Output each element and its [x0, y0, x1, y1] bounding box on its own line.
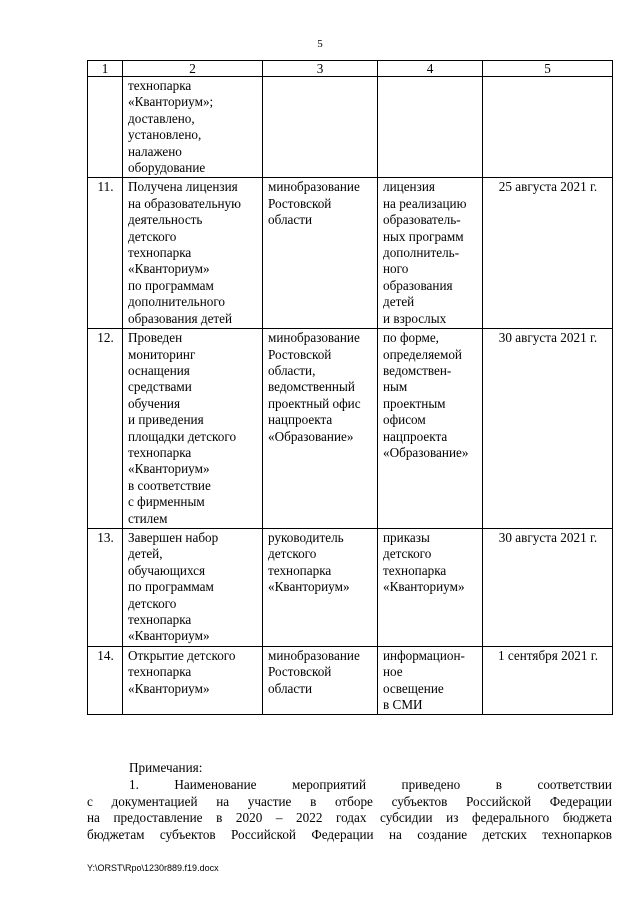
notes-section: [87, 760, 612, 844]
column-header: 5: [483, 61, 613, 77]
notes-title: Примечания:: [129, 760, 203, 775]
row-number: 13.: [88, 528, 123, 646]
event-cell: Завершен набор детей, обучающихся по программам детского технопарка «Кванториум»: [123, 528, 263, 646]
event-cell: технопарка «Кванториум»; доставлено, установлено, налажено оборудование: [123, 77, 263, 178]
responsible-cell: минобразование Ростовской области, ведомственный проектный офис нацпроекта «Образование»: [263, 329, 378, 529]
event-cell: Проведен мониторинг оснащения средствами обучения и приведения площадки детского технопарка «Кванториум» в соответствие с фирменным стилем: [123, 329, 263, 529]
document-cell: приказы детского технопарка «Кванториум»: [378, 528, 483, 646]
responsible-cell: руководитель детского технопарка «Кванториум»: [263, 528, 378, 646]
file-path-footer: Y:\ORST\Rpo\1230r889.f19.docx: [87, 863, 219, 873]
table-header-row: [88, 61, 613, 77]
table-row: [88, 646, 613, 715]
date-cell: [483, 77, 613, 178]
date-cell: 25 августа 2021 г.: [483, 178, 613, 329]
table-row: [88, 178, 613, 329]
event-cell: Открытие детского технопарка «Кванториум»: [123, 646, 263, 715]
responsible-cell: [263, 77, 378, 178]
column-header: 4: [378, 61, 483, 77]
column-header: 3: [263, 61, 378, 77]
row-number: [88, 77, 123, 178]
table-row: [88, 77, 613, 178]
note-line: на предоставление в 2020 – 2022 годах субсидии из федерального бюджета: [87, 810, 612, 826]
event-cell: Получена лицензия на образовательную деятельность детского технопарка «Кванториум» по программам дополнительного образования детей: [123, 178, 263, 329]
document-cell: информацион- ное освещение в СМИ: [378, 646, 483, 715]
events-table: [87, 60, 613, 715]
responsible-cell: минобразование Ростовской области: [263, 178, 378, 329]
document-cell: лицензия на реализацию образователь- ных программ дополнитель- ного образования детей и взрослых: [378, 178, 483, 329]
column-header: 1: [88, 61, 123, 77]
row-number: 11.: [88, 178, 123, 329]
responsible-cell: минобразование Ростовской области: [263, 646, 378, 715]
note-line: бюджетам субъектов Российской Федерации на создание детских технопарков: [87, 827, 612, 843]
document-cell: по форме, определяемой ведомствен- ным проектным офисом нацпроекта «Образование»: [378, 329, 483, 529]
table-row: [88, 528, 613, 646]
table-row: [88, 329, 613, 529]
date-cell: 30 августа 2021 г.: [483, 329, 613, 529]
column-header: 2: [123, 61, 263, 77]
note-line: с документацией на участие в отборе субъектов Российской Федерации: [87, 793, 612, 809]
page-number: 5: [317, 38, 323, 50]
row-number: 14.: [88, 646, 123, 715]
date-cell: 30 августа 2021 г.: [483, 528, 613, 646]
date-cell: 1 сентября 2021 г.: [483, 646, 613, 715]
note-line: 1. Наименование мероприятий приведено в соответствии: [129, 776, 612, 792]
row-number: 12.: [88, 329, 123, 529]
document-cell: [378, 77, 483, 178]
